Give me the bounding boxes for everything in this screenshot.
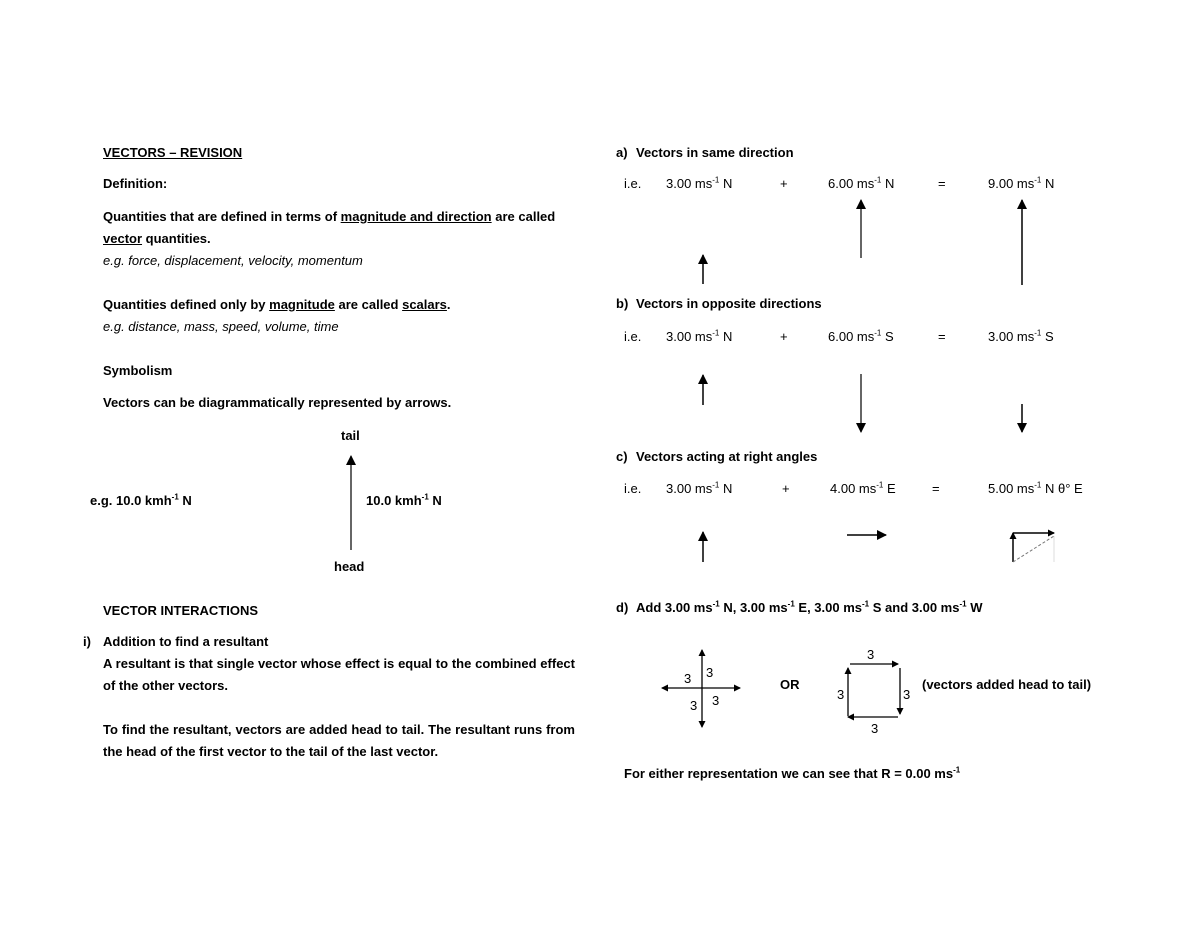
- head-label: head: [334, 559, 365, 574]
- section-c-v2: 4.00 $ms^{-1}$ E: [830, 480, 896, 496]
- symbolism-text: Vectors can be diagrammatically represented by arrows.: [103, 395, 452, 410]
- section-b-v3: 3.00 $ms^{-1}$ S: [988, 328, 1054, 344]
- section-c-ie: i.e.: [624, 481, 642, 496]
- square-label-top: 3: [867, 647, 875, 662]
- definition-vector-line1: Quantities that are defined in terms of magnitude and direction are called: [103, 209, 556, 224]
- section-b-v2: 6.00 $ms^{-1}$ S: [828, 328, 894, 344]
- resultant-definition: A resultant is that single vector whose effect is equal to the combined effect of the other vectors.: [103, 656, 575, 693]
- head-to-tail-note: (vectors added head to tail): [922, 677, 1092, 692]
- tail-label: tail: [341, 428, 360, 443]
- section-c-v3: 5.00 $ms^{-1}$ N θ° E: [988, 480, 1083, 496]
- definition-scalar: Quantities defined only by magnitude are called scalars.: [103, 297, 451, 312]
- symbolism-heading: Symbolism: [103, 363, 173, 378]
- item-i-title: Addition to find a resultant: [103, 634, 269, 649]
- cross-label-south: 3: [690, 698, 698, 713]
- section-a-marker: a): [616, 145, 628, 160]
- section-a-plus: +: [780, 176, 788, 191]
- example-label: e.g. 10.0 kmh$^{-1}$ N: [90, 492, 192, 508]
- item-i-marker: i): [83, 634, 91, 649]
- section-c-equals: =: [932, 481, 940, 496]
- cross-label-east: 3: [712, 693, 720, 708]
- square-label-left: 3: [837, 687, 845, 702]
- resultant-method: To find the resultant, vectors are added head to tail. The resultant runs from the head of the first vector to the tail of the last vector.: [103, 722, 575, 759]
- interactions-heading: VECTOR INTERACTIONS: [103, 603, 259, 618]
- definition-heading: Definition:: [103, 176, 168, 191]
- arrow-magnitude-label: 10.0 kmh$^{-1}$ N: [366, 492, 442, 508]
- section-c-marker: c): [616, 449, 628, 464]
- cross-label-west: 3: [684, 671, 692, 686]
- page-title: VECTORS – REVISION: [103, 145, 243, 160]
- cross-label-north: 3: [706, 665, 714, 680]
- section-c-v1: 3.00 $ms^{-1}$ N: [666, 480, 733, 496]
- section-a-v3: 9.00 $ms^{-1}$ N: [988, 175, 1055, 191]
- definition-vector-line2: vector quantities.: [103, 231, 211, 246]
- section-d-title: Add 3.00 $ms^{-1}$ N, 3.00 $ms^{-1}$ E, 3.00 $ms^{-1}$ S and 3.00 $ms^{-1}$ W: [636, 599, 983, 615]
- section-a-v1: 3.00 $ms^{-1}$ N: [666, 175, 733, 191]
- section-c-plus: +: [782, 481, 790, 496]
- section-a-equals: =: [938, 176, 946, 191]
- section-a-ie: i.e.: [624, 176, 642, 191]
- section-d-marker: d): [616, 600, 629, 615]
- c-tri-resultant: [1013, 536, 1054, 562]
- section-b-equals: =: [938, 329, 946, 344]
- conclusion-text: For either representation we can see that R = 0.00 $ms^{-1}$: [624, 765, 961, 781]
- section-b-plus: +: [780, 329, 788, 344]
- or-label: OR: [780, 677, 800, 692]
- square-label-bottom: 3: [871, 721, 879, 736]
- square-label-right: 3: [903, 687, 911, 702]
- section-a-v2: 6.00 $ms^{-1}$ N: [828, 175, 895, 191]
- section-b-marker: b): [616, 296, 629, 311]
- vector-examples: e.g. force, displacement, velocity, momentum: [103, 253, 363, 268]
- section-b-title: Vectors in opposite directions: [636, 296, 822, 311]
- section-c-title: Vectors acting at right angles: [636, 449, 818, 464]
- section-b-v1: 3.00 $ms^{-1}$ N: [666, 328, 733, 344]
- section-a-title: Vectors in same direction: [636, 145, 794, 160]
- scalar-examples: e.g. distance, mass, speed, volume, time: [103, 319, 339, 334]
- section-b-ie: i.e.: [624, 329, 642, 344]
